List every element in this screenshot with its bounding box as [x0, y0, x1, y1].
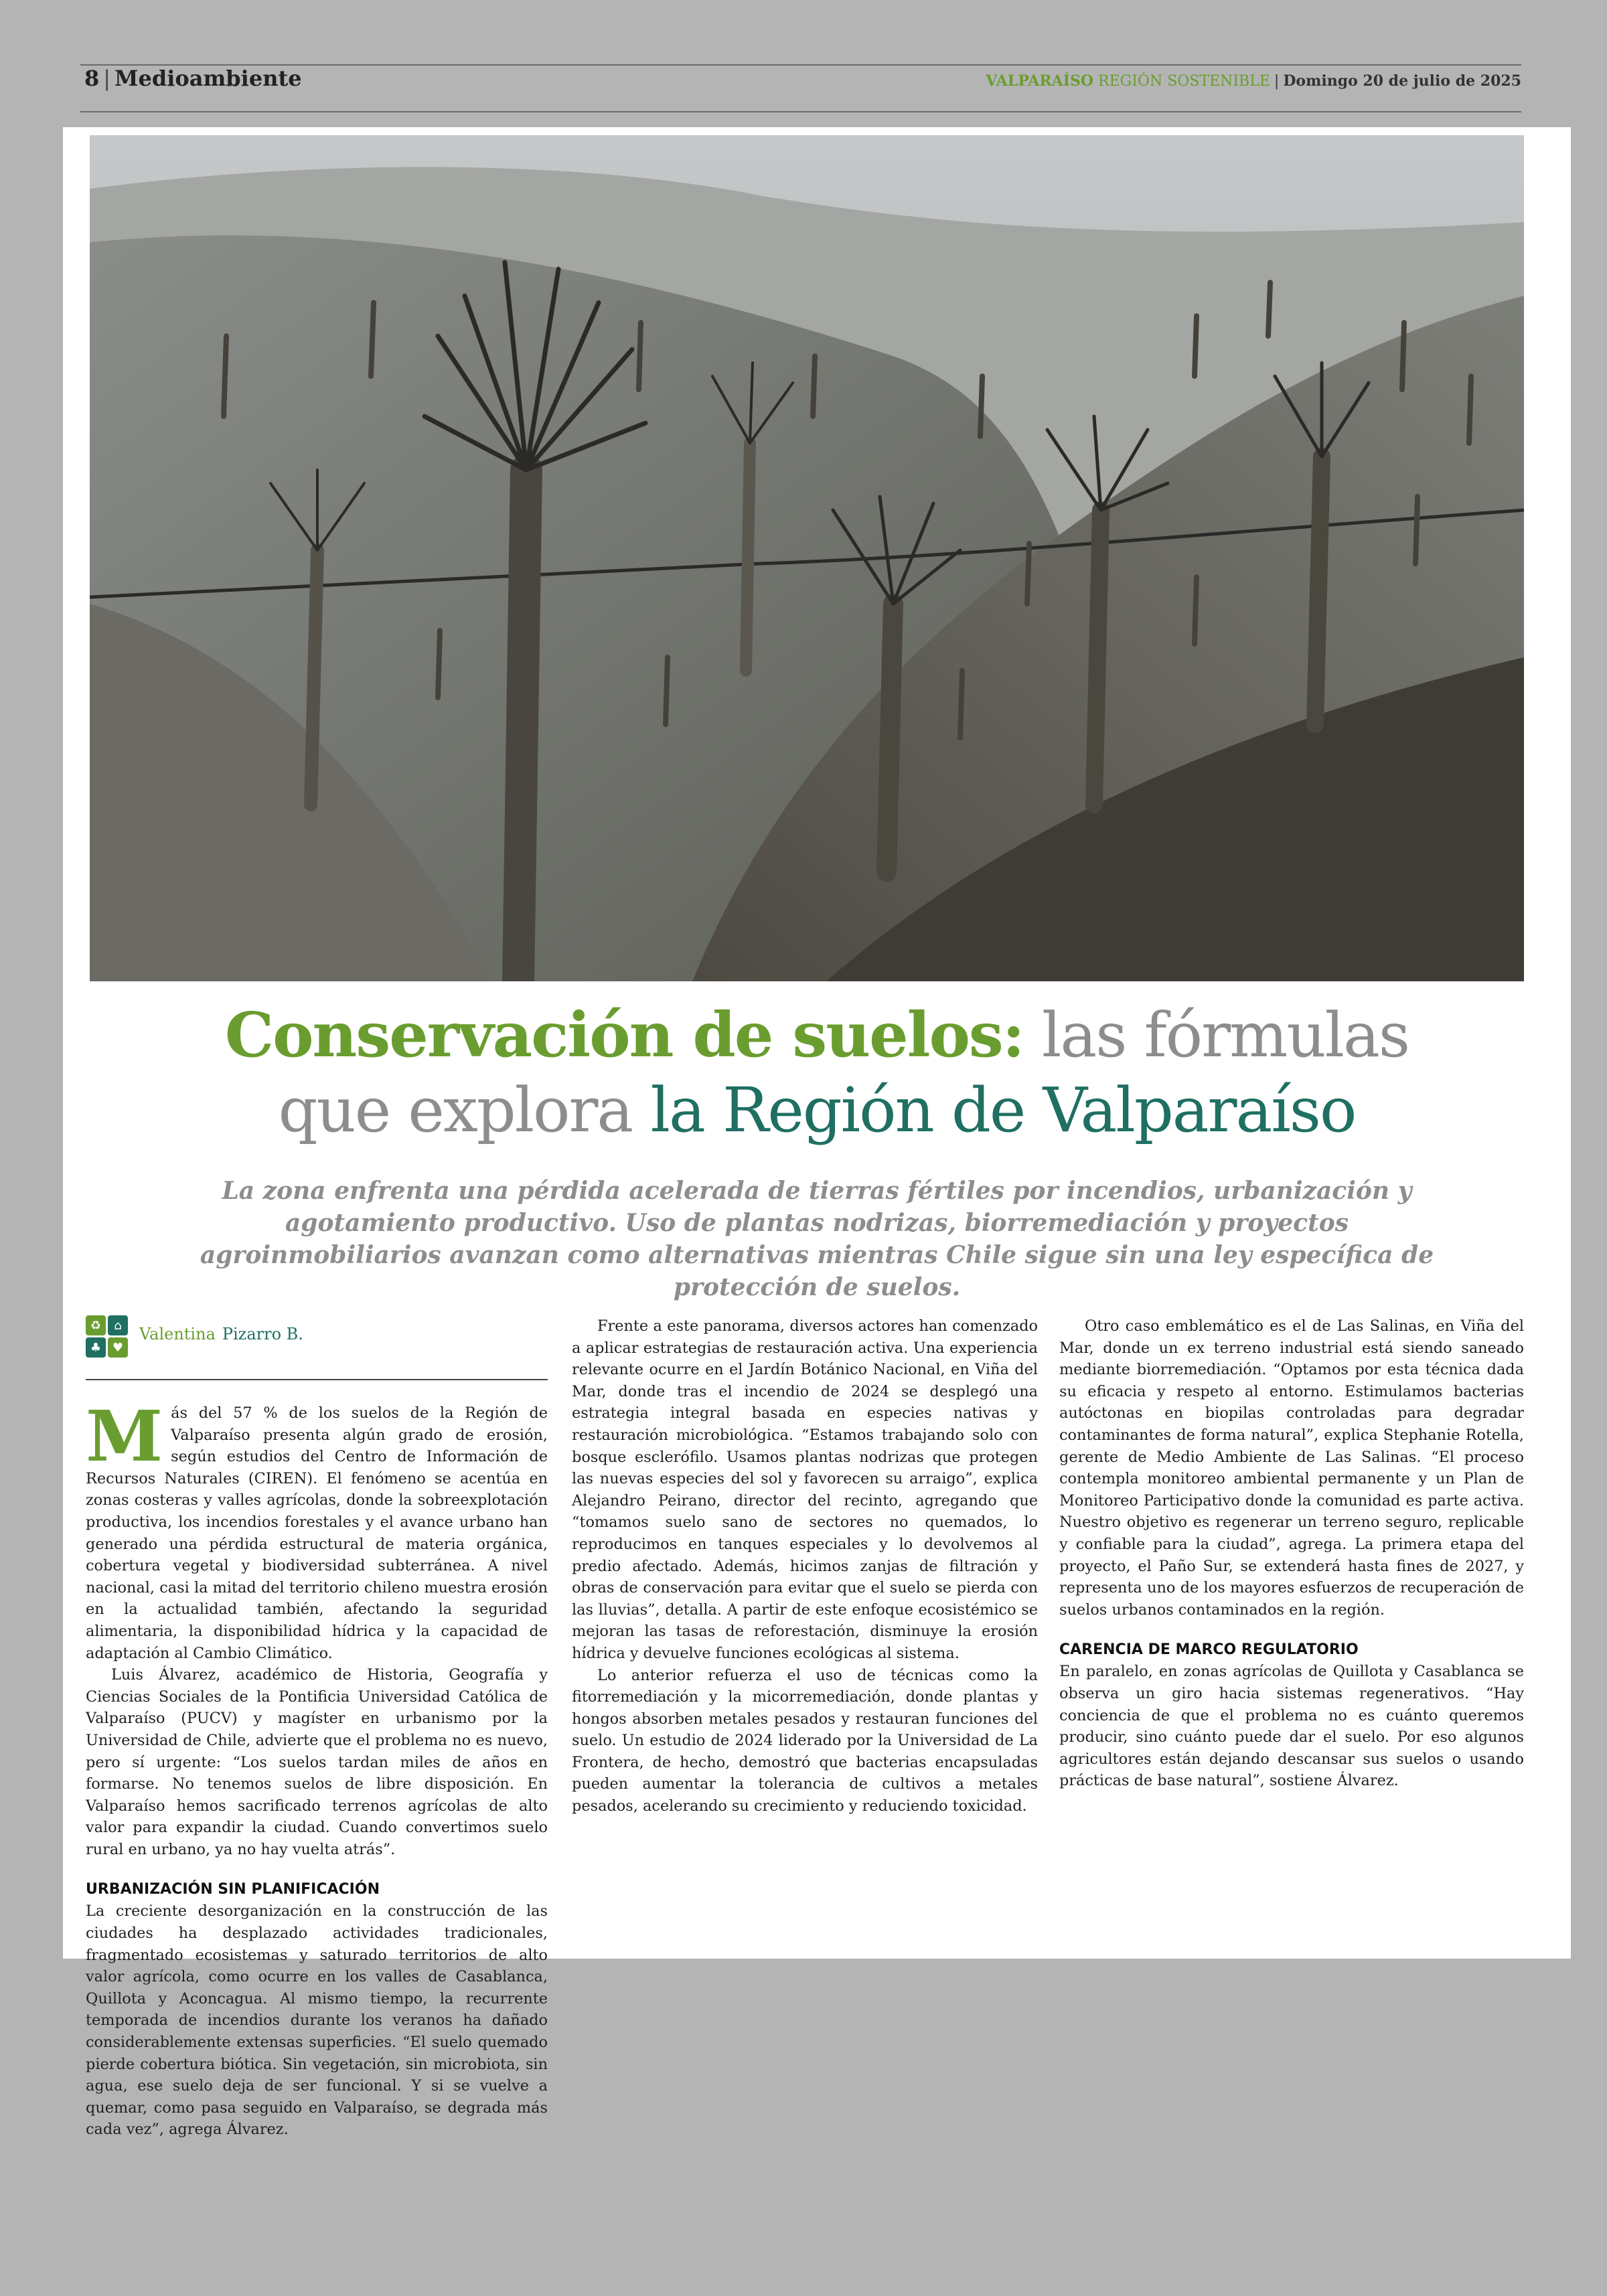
byline-rule — [86, 1379, 548, 1380]
headline-part-4: la Región de Valparaíso — [650, 1074, 1356, 1146]
headline-part-2: las fórmulas — [1041, 999, 1409, 1071]
burned-hillside-palms-photo — [90, 135, 1524, 981]
header-separator: | — [103, 66, 111, 91]
body-paragraph-5: Lo anterior refuerza el uso de técnicas como la fitorremediación y la micorremediación, donde plantas y hongos absorben metales pesados y restauran funciones del suelo. Un estudio de 2024 liderado por la Universidad de La Frontera, de hecho, demostró que bacterias encapsuladas pueden aumentar la tolerancia de cultivos a metales pesados, acelerando su crecimiento y reduciendo toxicidad. — [572, 1666, 1038, 1815]
subhead-carencia: CARENCIA DE MARCO REGULATORIO — [1059, 1641, 1359, 1659]
text-column-2 — [572, 1315, 1038, 1817]
headline-part-1: Conservación de suelos: — [224, 999, 1024, 1071]
author-last-name: Pizarro B. — [222, 1325, 303, 1343]
article-deck: La zona enfrenta una pérdida acelerada de tierras fértiles por incendios, urbanización y agotamiento productivo. Uso de plantas nodrizas, biorremediación y proyectos agroinmobiliarios avanzan como alternativas mientras Chile sigue sin una ley específica de protección de suelos. — [200, 1177, 1434, 1301]
brand-primary: VALPARAÍSO — [986, 72, 1094, 90]
body-paragraph-4: Frente a este panorama, diversos actores han comenzado a aplicar estrategias de restauración activa. Una experiencia relevante ocurre en el Jardín Botánico Nacional, en Viña del Mar, donde tras el incendio de 2024 se desplegó una estrategia integral basada en especies nativas y restauración microbiológica. “Estamos trabajando solo con bosque esclerófilo. Usamos plantas nodrizas que protegen las nuevas especies del sol y favorecen su arraigo”, explica Alejandro Peirano, director del recinto, agregando que “tomamos suelo sano de sectores no quemados, lo reproducimos en tanques especiales y lo devolvemos al predio afectado. Además, hicimos zanjas de filtración y obras de conservación para evitar que el suelo se pierda con las lluvias”, detalla. A partir de este enfoque ecosistémico se mejoran las tasas de reforestación, disminuye la erosión hídrica y devuelve funciones ecológicas al sistema. — [572, 1317, 1038, 1662]
body-paragraph-1-text: ás del 57 % de los suelos de la Región de Valparaíso presenta algún grado de erosión, según estudios del Centro de Información de Recursos Naturales (CIREN). El fenómeno se acentúa en zonas costeras y valles agrícolas, donde la sobreexplotación productiva, los incendios forestales y el avance urbano han generado una pérdida estructural de materia orgánica, cobertura vegetal y biodiversidad subterránea. A nivel nacional, casi la mitad del territorio chileno muestra erosión en la actualidad también, afectando la seguridad alimentaria, la disponibilidad hídrica y la capacidad de adaptación al Cambio Climático. — [86, 1404, 548, 1662]
text-column-3 — [1059, 1315, 1524, 1792]
photo-illustration — [90, 135, 1524, 981]
body-paragraph-6: Otro caso emblemático es el de Las Salinas, en Viña del Mar, donde un ex terreno industrial está siendo saneado mediante biorremediación. “Optamos por esta técnica dada su eficacia y respeto al entorno. Estimulamos bacterias autóctonas en biopilas controladas para degradar contaminantes de forma natural”, explica Stephanie Rotella, gerente de Medio Ambiente de Las Salinas. “El proceso contempla monitoreo ambiental permanente y un Plan de Monitoreo Participativo donde la comunidad es parte activa. Nuestro objetivo es regenerar un terreno seguro, replicable y confiable para la ciudad”, agrega. La primera etapa del proyecto, el Paño Sur, se extenderá hasta fines de 2027, y representa uno de los mayores esfuerzos de recuperación de suelos urbanos contaminados en la región. — [1059, 1317, 1524, 1619]
section-name: Medioambiente — [114, 66, 302, 91]
page-header-left — [84, 66, 302, 91]
region-sostenible-logo-icon: ♻ ⌂ ♣ ♥ — [86, 1315, 129, 1358]
page-number: 8 — [84, 66, 100, 91]
article-card — [63, 127, 1571, 2139]
author-first-name: Valentina — [139, 1325, 216, 1343]
dropcap: M — [86, 1395, 163, 1477]
body-paragraph-1 — [86, 1395, 548, 1664]
text-column-1 — [86, 1395, 548, 2141]
issue-date: Domingo 20 de julio de 2025 — [1283, 72, 1521, 90]
headline-part-3: que explora — [278, 1074, 633, 1146]
brand-secondary: REGIÓN SOSTENIBLE — [1098, 73, 1270, 90]
body-paragraph-7: En paralelo, en zonas agrícolas de Quillota y Casablanca se observa un giro hacia sistemas regenerativos. “Hay conciencia de que el problema no es cuánto queremos producir, sino cuánto puede dar el suelo. Por eso algunos agricultores están dejando descansar sus suelos o usando prácticas de base natural”, sostiene Álvarez. — [1059, 1663, 1524, 1790]
article-headline — [63, 997, 1571, 1148]
author-name — [139, 1325, 303, 1343]
body-paragraph-2: Luis Álvarez, académico de Historia, Geografía y Ciencias Sociales de la Pontificia Universidad Católica de Valparaíso (PUCV) y magíster en urbanismo por la Universidad de Chile, advierte que el problema no es nuevo, pero sí urgente: “Los suelos tardan miles de años en formarse. No tenemos suelos de libre disposición. En Valparaíso hemos sacrificado terrenos agrícolas de alto valor para expandir la ciudad. Cuando convertimos suelo rural en urbano, ya no hay vuelta atrás”. — [86, 1666, 548, 1858]
body-paragraph-3: La creciente desorganización en la construcción de las ciudades ha desplazado actividades tradicionales, fragmentado ecosistemas y saturado territorios de alto valor agrícola, como ocurre en los valles de Casablanca, Quillota y Aconcagua. Al mismo tiempo, la recurrente temporada de incendios durante los veranos ha dañado considerablemente extensas superficies. “El suelo quemado pierde cobertura biótica. Sin vegetación, sin microbiota, sin agua, ese suelo deja de ser funcional. Y si se vuelve a quemar, como pasa seguido en Valparaíso, se degrada más cada vez”, agrega Álvarez. — [86, 1902, 548, 2139]
subhead-urbanizacion: URBANIZACIÓN SIN PLANIFICACIÓN — [86, 1881, 380, 1898]
byline — [86, 1315, 548, 1362]
header-bottom-rule — [80, 111, 1521, 112]
header-separator-right: | — [1274, 73, 1280, 90]
page-header-right — [986, 72, 1521, 90]
